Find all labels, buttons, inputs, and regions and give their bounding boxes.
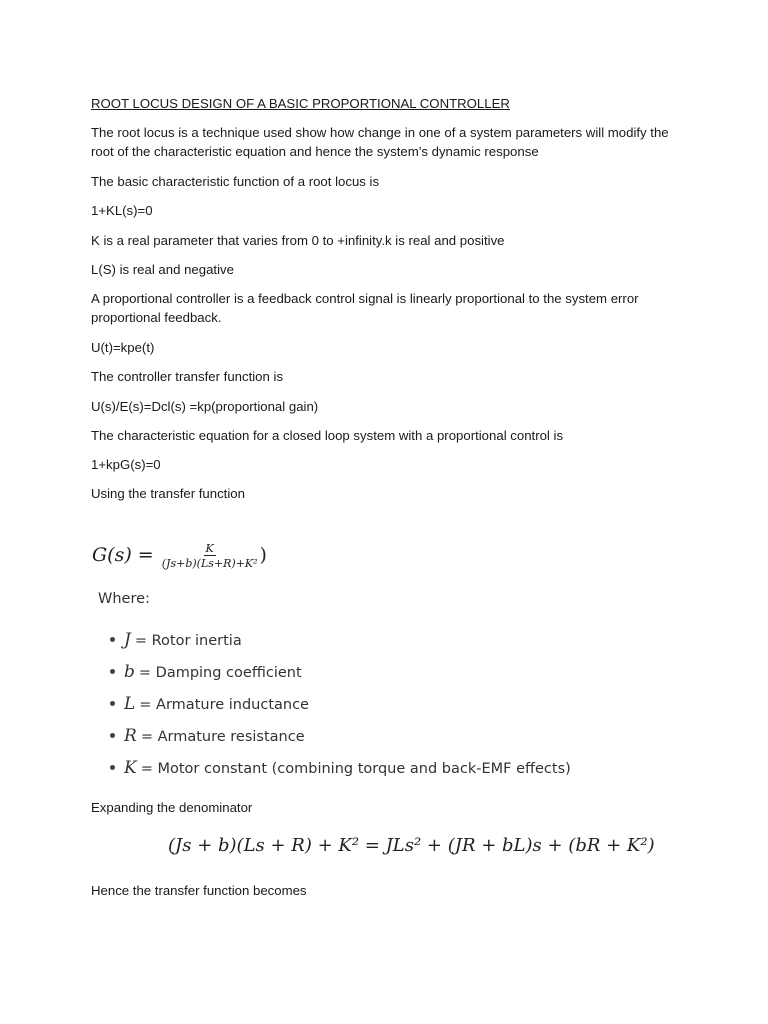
symbol: R bbox=[124, 726, 137, 746]
definition: = Armature resistance bbox=[140, 729, 305, 745]
equation-char: 1+KL(s)=0 bbox=[91, 203, 153, 218]
symbol: K bbox=[124, 758, 137, 778]
bullet-icon bbox=[110, 669, 115, 674]
paragraph-ls: L(S) is real and negative bbox=[91, 262, 234, 277]
definition: = Damping coefficient bbox=[138, 665, 302, 681]
bullet-icon bbox=[110, 733, 115, 738]
symbol: J bbox=[124, 630, 131, 650]
list-item bbox=[110, 630, 242, 650]
equation-lhs: G(s) = bbox=[92, 544, 154, 566]
bullet-icon bbox=[110, 637, 115, 642]
paragraph-expanding: Expanding the denominator bbox=[91, 800, 253, 815]
paragraph-using-tf: Using the transfer function bbox=[91, 486, 245, 501]
document-title: ROOT LOCUS DESIGN OF A BASIC PROPORTIONAL CONTROLLER bbox=[91, 96, 510, 111]
paragraph-intro: The root locus is a technique used show how change in one of a system parameters will modify the root of the characteristic equation and hence the system’s dynamic response bbox=[91, 125, 669, 159]
paragraph-prop-controller: A proportional controller is a feedback control signal is linearly proportional to the system error proportional feedback. bbox=[91, 291, 639, 325]
list-item bbox=[110, 662, 302, 682]
paragraph-char-function: The basic characteristic function of a root locus is bbox=[91, 174, 380, 189]
equation-closed-loop: 1+kpG(s)=0 bbox=[91, 457, 161, 472]
symbol: L bbox=[124, 694, 136, 714]
definition: = Armature inductance bbox=[139, 697, 309, 713]
transfer-function-equation bbox=[92, 542, 267, 570]
equation-controller-tf: U(s)/E(s)=Dcl(s) =kp(proportional gain) bbox=[91, 399, 319, 414]
bullet-icon bbox=[110, 701, 115, 706]
paragraph-k-param: K is a real parameter that varies from 0 to +infinity.k is real and positive bbox=[91, 233, 505, 248]
list-item bbox=[110, 694, 309, 714]
expanded-denominator-equation: (Js + b)(Ls + R) + K² = JLs² + (JR + bL)s + (bR + K²) bbox=[168, 835, 655, 856]
equation-denominator: (Js+b)(Ls+R)+K² bbox=[161, 557, 258, 570]
where-label: Where: bbox=[98, 591, 150, 607]
list-item bbox=[110, 758, 571, 778]
paragraph-closed-loop: The characteristic equation for a closed loop system with a proportional control is bbox=[91, 428, 564, 443]
bullet-icon bbox=[110, 765, 115, 770]
equation-fraction bbox=[160, 542, 260, 570]
equation-ut: U(t)=kpe(t) bbox=[91, 340, 155, 355]
paragraph-controller-tf: The controller transfer function is bbox=[91, 369, 284, 384]
symbol: b bbox=[124, 662, 135, 682]
list-item bbox=[110, 726, 305, 746]
equation-numerator: K bbox=[205, 542, 214, 555]
equation-tail: ) bbox=[259, 544, 267, 566]
definition: = Motor constant (combining torque and back-EMF effects) bbox=[140, 761, 571, 777]
paragraph-hence: Hence the transfer function becomes bbox=[91, 883, 307, 898]
definition: = Rotor inertia bbox=[134, 633, 242, 649]
